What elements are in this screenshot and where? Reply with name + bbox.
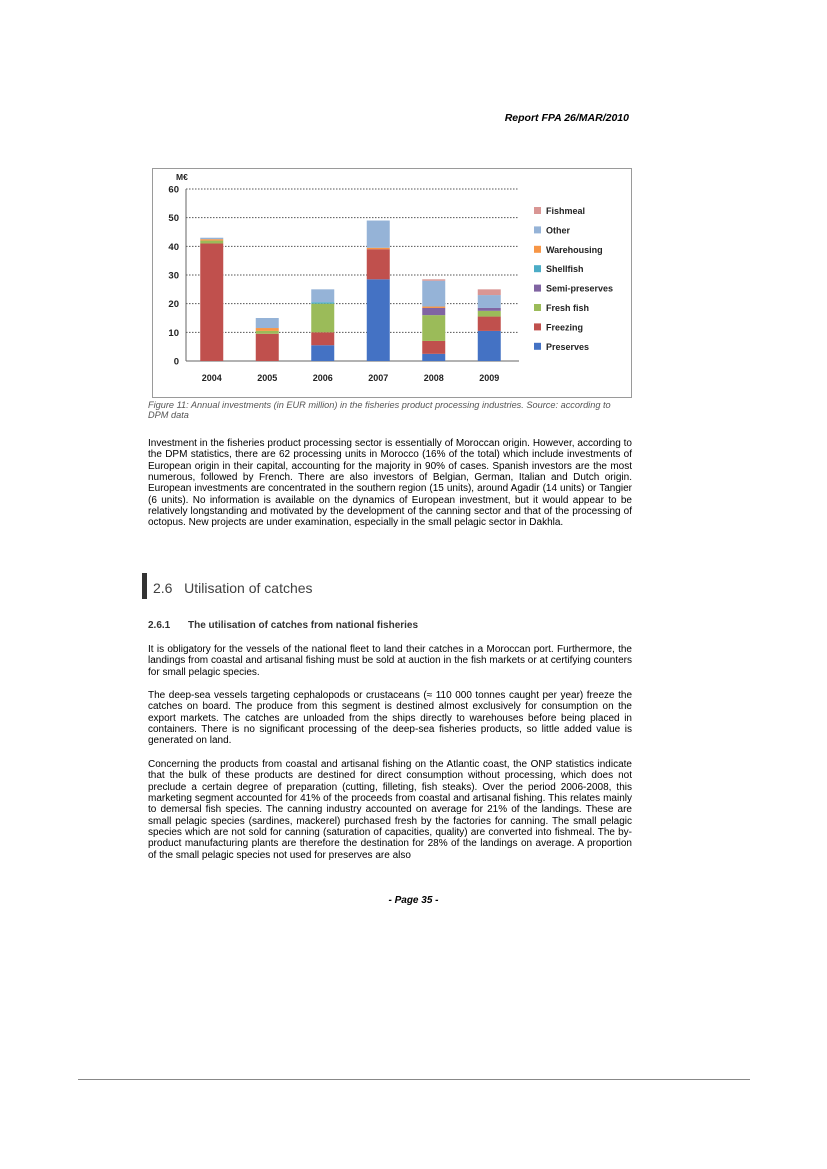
y-unit-label: M€ (176, 172, 188, 182)
legend-swatch (534, 226, 541, 233)
x-tick-label: 2004 (201, 373, 222, 383)
x-tick-label: 2005 (257, 373, 278, 383)
y-tick-label: 50 (168, 213, 179, 225)
x-tick-label: 2008 (423, 373, 444, 383)
y-tick-label: 20 (168, 299, 179, 311)
figure-caption: Figure 11: Annual investments (in EUR million) in the fisheries product processing industries. Source: according to DPM data (148, 400, 611, 420)
y-tick-label: 0 (173, 356, 179, 368)
paragraph-investment: Investment in the fisheries product processing sector is essentially of Moroccan origin. However, according to the DPM statistics, there are 62 processing units in Morocco (16% of the total) which include investments of European origin in their capital, accounting for the majority in 90% of cases. Spanish investors are the most numerous, followed by French. There are also investors of Belgian, German, Italian and Dutch origin. European investments are concentrated in the southern region (15 units), around Agadir (14 units) or Tangier (6 units). No information is available on the dynamics of European investment, but it would appear to be relatively longstanding and motivated by the development of the canning sector and that of the processing of octopus. New projects are under examination, especially in the small pelagic sector in Dakhla. (148, 438, 632, 529)
paragraph-landing-obligation: It is obligatory for the vessels of the national fleet to land their catches in a Moroccan port. Furthermore, the landings from coastal and artisanal fishing must be sold at auction in the fish markets or at certifying counters for small pelagic species. (148, 644, 632, 678)
y-tick-label: 10 (168, 327, 179, 339)
bar-segment (422, 307, 445, 308)
paragraph-coastal-products: Concerning the products from coastal and artisanal fishing on the Atlantic coast, the ONP statistics indicate that the bulk of these products are destined for direct consumption without processing, which does not preclude a certain degree of preparation (cutting, filleting, fish steaks). Over the period 2006-2008, this marketing segment accounted for 41% of the proceeds from coastal and artisanal fishing. This relates mainly to demersal fish species. The canning industry accounted on average for 21% of the landings. These are small pelagic species (sardines, mackerel) purchased fresh by the factories for canning. The small pelagic species which are not sold for canning (saturation of capacities, quality) are converted into fishmeal. The by-product manufacturing plants are therefore the destination for 28% of the landings on average. A proportion of the small pelagic species not used for preserves are also (148, 759, 632, 861)
bar-segment (478, 331, 501, 361)
legend-swatch (534, 304, 541, 311)
y-tick-label: 40 (168, 241, 179, 253)
legend-label: Preserves (546, 341, 590, 352)
bar-segment (478, 295, 501, 308)
bar-segment (200, 243, 223, 361)
bar-segment (422, 341, 445, 354)
stacked-bar-chart (153, 169, 631, 397)
legend-swatch (534, 246, 541, 253)
bar-segment (200, 239, 223, 240)
section-number: 2.6 (153, 580, 173, 596)
bar-segment (422, 308, 445, 315)
subsection-number: 2.6.1 (148, 620, 171, 631)
legend-label: Freezing (546, 322, 584, 333)
subsection-heading (148, 620, 418, 631)
footer-divider (78, 1079, 750, 1080)
y-tick-label: 30 (168, 270, 179, 282)
investment-chart (152, 168, 632, 398)
bar-segment (311, 302, 334, 303)
section-title: Utilisation of catches (184, 580, 313, 596)
paragraph-deep-sea: The deep-sea vessels targeting cephalopods or crustaceans (≈ 110 000 tonnes caught per year) freeze the catches on board. The produce from this segment is destined almost exclusively for consumption on the export markets. The catches are unloaded from the ships directly to warehouses before being placed in containers. There is no significant processing of the deep-sea fisheries products, so little added value is generated on land. (148, 690, 632, 747)
bar-segment (367, 249, 390, 279)
legend-swatch (534, 343, 541, 350)
x-tick-label: 2006 (312, 373, 333, 383)
subsection-title: The utilisation of catches from national fisheries (188, 620, 419, 631)
page-number: - Page 35 - (388, 895, 439, 906)
bar-segment (422, 279, 445, 280)
bar-segment (367, 221, 390, 248)
bar-segment (422, 315, 445, 341)
bar-segment (367, 248, 390, 249)
legend-label: Fishmeal (546, 206, 586, 216)
legend-label: Semi-preserves (546, 283, 614, 294)
legend-label: Other (546, 225, 571, 236)
bar-segment (422, 354, 445, 361)
legend-swatch (534, 285, 541, 292)
report-reference: Report FPA 26/MAR/2010 (504, 112, 629, 124)
section-marker (142, 573, 147, 599)
bar-segment (422, 281, 445, 307)
bar-segment (311, 304, 334, 333)
bar-segment (311, 345, 334, 361)
bar-segment (256, 318, 279, 328)
bar-segment (478, 317, 501, 331)
bar-segment (256, 328, 279, 331)
legend-swatch (534, 265, 541, 272)
bar-segment (311, 332, 334, 345)
legend-swatch (534, 323, 541, 330)
legend-label: Shellfish (546, 264, 584, 275)
bar-segment (478, 311, 501, 317)
bar-segment (311, 289, 334, 302)
bar-segment (200, 238, 223, 239)
x-tick-label: 2007 (368, 373, 389, 383)
bar-segment (478, 308, 501, 311)
legend-swatch (534, 207, 541, 214)
y-tick-label: 60 (168, 184, 179, 196)
bar-segment (256, 331, 279, 334)
bar-segment (256, 334, 279, 361)
legend-label: Fresh fish (546, 303, 590, 313)
x-tick-label: 2009 (479, 373, 500, 383)
bar-segment (200, 241, 223, 244)
bar-segment (478, 289, 501, 295)
legend-label: Warehousing (546, 244, 603, 255)
bar-segment (367, 279, 390, 361)
